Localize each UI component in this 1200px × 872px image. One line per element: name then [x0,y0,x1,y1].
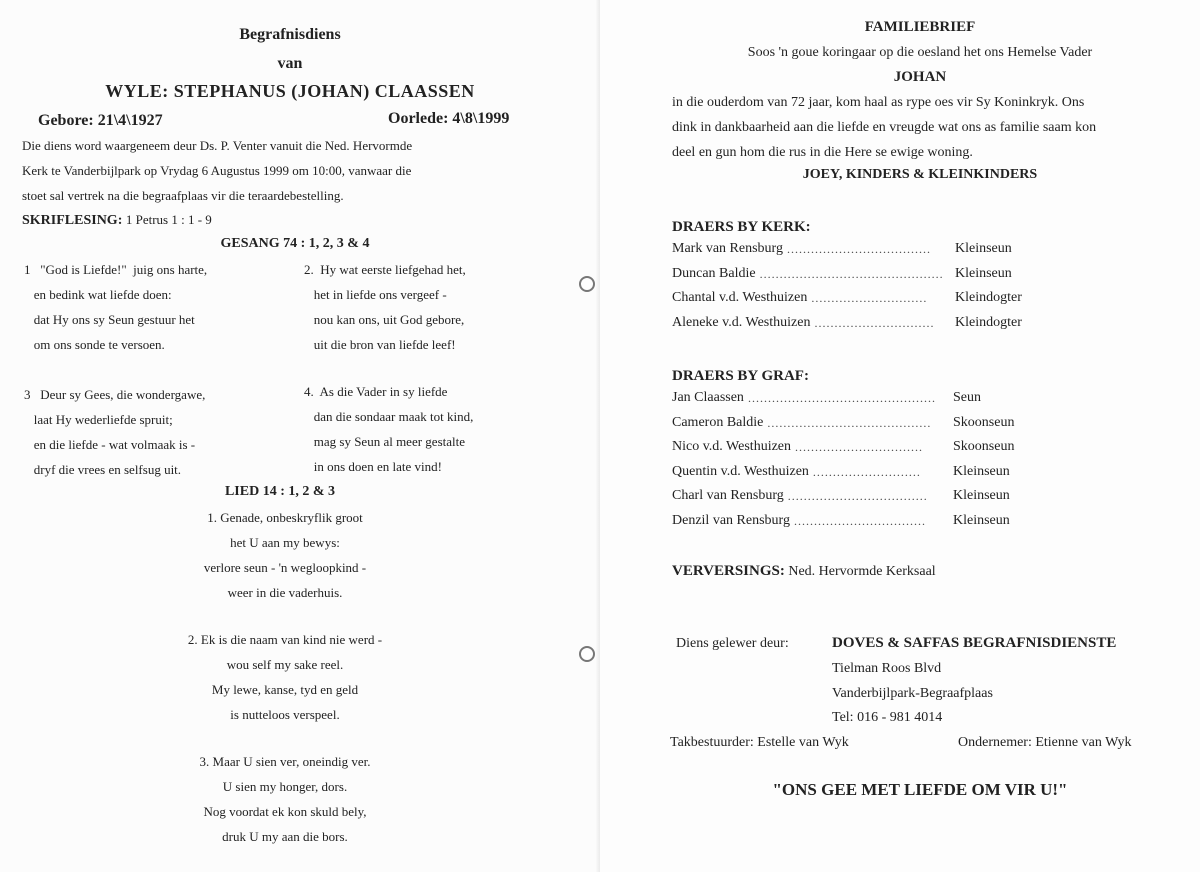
bearer-role: Kleinseun [953,488,1010,503]
hymn-74-v3-l2: laat Hy wederliefde spruit; [24,412,173,427]
hymn-74-v4-l1: 4. As die Vader in sy liefde [304,384,448,399]
hymn-74-v1-l3: dat Hy ons sy Seun gestuur het [24,312,195,327]
bearer-role: Seun [953,390,981,405]
bearer-role: Skoonseun [953,414,1015,430]
refreshments-value: Ned. Hervormde Kerksaal [788,564,936,579]
hymn-74-v2-l1: 2. Hy wat eerste liefgehad het, [304,262,466,277]
hymn-74-v2-l3: nou kan ons, uit God gebore, [304,312,465,327]
lied-14-v1-l3: verlore seun - 'n wegloopkind - [203,560,367,575]
hymn-74-v1-l1: 1 "God is Liefde!" juig ons harte, [24,262,208,277]
family-name: JOHAN [893,69,947,85]
family-para-1: in die ouderdom van 72 jaar, kom haal as rype oes vir Sy Koninkryk. Ons [672,95,1085,110]
service-by-label: Diens gelewer deur: [676,636,789,651]
bearer-dots: .............................. [814,315,935,330]
church-bearers-title: DRAERS BY KERK: [672,219,811,235]
bearer-name: Quentin v.d. Westhuizen [672,463,809,479]
lied-14-v2-l4: is nutteloos verspeel. [230,707,340,722]
family-para-2: dink in dankbaarheid aan die liefde en vreugde wat ons as familie saam kon [672,120,1097,135]
bearer-dots: .............................................. [759,266,944,281]
bearer-name: Nico v.d. Westhuizen [672,439,792,454]
lied-14-v3-l1: 3. Maar U sien ver, oneindig ver. [199,754,371,769]
bearer-role: Kleinseun [955,241,1012,256]
bearer-role: Kleinseun [955,265,1012,281]
refreshments [672,562,936,581]
death-date: Oorlede: 4\8\1999 [388,110,510,127]
bearer-role: Kleindogter [955,314,1022,330]
service-company: DOVES & SAFFAS BEGRAFNISDIENSTE [832,635,1117,651]
intro-line-3: stoet sal vertrek na die begraafplaas vir die teraardebestelling. [22,188,344,203]
family-signature: JOEY, KINDERS & KLEINKINDERS [802,167,1038,182]
right-page [600,0,1200,872]
birth-date: Gebore: 21\4\1927 [38,112,163,129]
bearer-role: Skoonseun [953,439,1015,454]
scripture-reading [22,211,212,230]
lied-14-v3-l3: Nog voordat ek kon skuld bely, [203,804,367,819]
hymn-74-v4-l3: mag sy Seun al meer gestalte [304,434,466,449]
motto: "ONS GEE MET LIEFDE OM VIR U!" [772,780,1068,799]
bearer-dots: ............................................... [747,391,936,405]
hymn-74-v2-l4: uit die bron van liefde leef! [304,337,456,352]
lied-14-v1-l4: weer in die vaderhuis. [227,585,343,600]
family-para-3: deel en gun hom die rus in die Here se ewige woning. [672,145,973,160]
hymn-74-v2-l2: het in liefde ons vergeef - [304,287,447,302]
bearer-dots: ................................... [787,489,928,503]
bearer-name: Jan Claassen [672,390,744,405]
bearer-name: Denzil van Rensburg [672,512,790,528]
hymn-74-v4-l4: in ons doen en late vind! [304,459,442,474]
bearer-name: Cameron Baldie [672,414,764,430]
bearer-name: Mark van Rensburg [672,241,783,256]
lied-14-v1-l2: het U aan my bewys: [230,535,340,550]
bearer-role: Kleindogter [955,290,1022,305]
bearer-dots: .................................... [786,242,931,256]
hymn-74-v4-l2: dan die sondaar maak tot kind, [304,409,474,424]
bearer-name: Charl van Rensburg [672,488,784,503]
bearer-role: Kleinseun [953,512,1010,528]
family-letter-title: FAMILIEBRIEF [864,19,976,35]
grave-bearers-title: DRAERS BY GRAF: [672,368,809,384]
hymn-74-v3-l4: dryf die vrees en selfsug uit. [24,462,182,477]
hymn-74-v1-l2: en bedink wat liefde doen: [24,287,172,302]
bearer-dots: ......................................... [767,415,932,430]
intro-line-1: Die diens word waargeneem deur Ds. P. Venter vanuit die Ned. Hervormde [22,138,413,153]
undertaker: Ondernemer: Etienne van Wyk [958,735,1132,750]
van-label: van [277,55,303,72]
bearer-name: Duncan Baldie [672,265,756,281]
lied-14-v1-l1: 1. Genade, onbeskryflik groot [207,510,363,525]
hymn-74-v1-l4: om ons sonde te versoen. [24,337,165,352]
hymn-74-v3-l3: en die liefde - wat volmaak is - [24,437,196,452]
bearer-dots: ............................. [811,291,928,305]
lied-14-v2-l1: 2. Ek is die naam van kind nie werd - [187,632,383,647]
service-phone: Tel: 016 - 981 4014 [832,710,943,725]
bearer-name: Aleneke v.d. Westhuizen [672,314,811,330]
family-line-1: Soos 'n goue koringaar op die oesland het ons Hemelse Vader [747,45,1093,60]
branch-manager: Takbestuurder: Estelle van Wyk [670,735,849,750]
bearer-role: Kleinseun [953,463,1010,479]
lied-14-v2-l3: My lewe, kanse, tyd en geld [211,682,359,697]
bearer-name: Chantal v.d. Westhuizen [672,290,808,305]
bearer-dots: ................................. [793,513,926,528]
hymn-74-v3-l1: 3 Deur sy Gees, die wondergawe, [24,387,206,402]
scripture-label: SKRIFLESING: [22,213,123,228]
refreshments-label: VERVERSINGS: [672,563,785,579]
bearer-dots: ................................ [795,440,924,454]
punch-hole-1 [579,276,595,292]
lied-14-v3-l2: U sien my honger, dors. [222,779,348,794]
punch-hole-2 [579,646,595,662]
hymn-74-title: GESANG 74 : 1, 2, 3 & 4 [220,236,370,251]
bearer-dots: ........................... [812,464,921,479]
scripture-value: 1 Petrus 1 : 1 - 9 [125,212,212,227]
lied-14-v3-l4: druk U my aan die bors. [222,829,348,844]
lied-14-title: LIED 14 : 1, 2 & 3 [224,484,336,499]
service-address-1: Tielman Roos Blvd [832,661,942,676]
service-address-2: Vanderbijlpark-Begraafplaas [832,686,993,701]
lied-14-v2-l2: wou self my sake reel. [226,657,344,672]
service-title: Begrafnisdiens [239,26,341,43]
deceased-name: WYLE: STEPHANUS (JOHAN) CLAASSEN [105,81,475,101]
intro-line-2: Kerk te Vanderbijlpark op Vrydag 6 Augustus 1999 om 10:00, vanwaar die [22,163,412,178]
